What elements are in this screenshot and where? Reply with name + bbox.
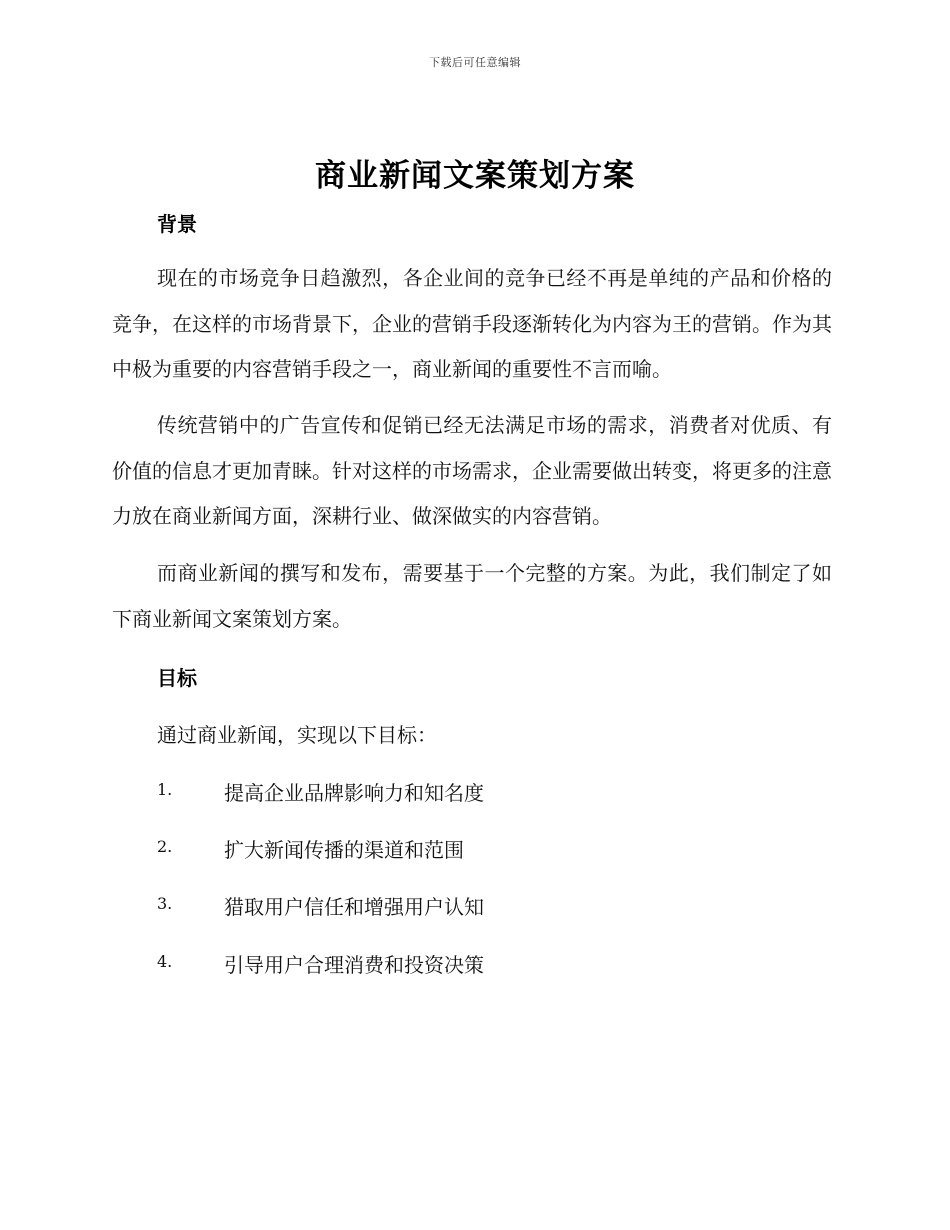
goal-list-item <box>157 777 657 807</box>
document-title: 商业新闻文案策划方案 <box>315 158 635 194</box>
goals-intro: 通过商业新闻，实现以下目标： <box>157 723 437 747</box>
goal-text: 提高企业品牌影响力和知名度 <box>224 781 484 805</box>
goal-list-item <box>157 949 657 979</box>
goal-number: 1. <box>157 780 173 799</box>
goal-text: 猎取用户信任和增强用户认知 <box>224 895 484 919</box>
goal-list-item <box>157 891 657 921</box>
background-paragraph-1: 现在的市场竞争日趋激烈，各企业间的竞争已经不再是单纯的产品和价格的竞争，在这样的市场背景下，企业的营销手段逐渐转化为内容为王的营销。作为其中极为重要的内容营销手段之一，商业新闻的重要性不言而喻。 <box>112 266 832 381</box>
goal-text: 扩大新闻传播的渠道和范围 <box>224 838 464 862</box>
page-header-note: 下载后可任意编辑 <box>429 56 521 69</box>
goal-text: 引导用户合理消费和投资决策 <box>224 953 484 977</box>
background-paragraph-2: 传统营销中的广告宣传和促销已经无法满足市场的需求，消费者对优质、有价值的信息才更加青睐。针对这样的市场需求，企业需要做出转变，将更多的注意力放在商业新闻方面，深耕行业、做深做实的内容营销。 <box>112 413 832 528</box>
goal-number: 4. <box>157 952 173 971</box>
section-heading-goals: 目标 <box>157 666 197 690</box>
goal-list-item <box>157 834 657 864</box>
section-heading-background: 背景 <box>157 212 197 236</box>
background-paragraph-3: 而商业新闻的撰写和发布，需要基于一个完整的方案。为此，我们制定了如下商业新闻文案策划方案。 <box>112 561 832 631</box>
goal-number: 3. <box>157 894 173 913</box>
goal-number: 2. <box>157 837 173 856</box>
